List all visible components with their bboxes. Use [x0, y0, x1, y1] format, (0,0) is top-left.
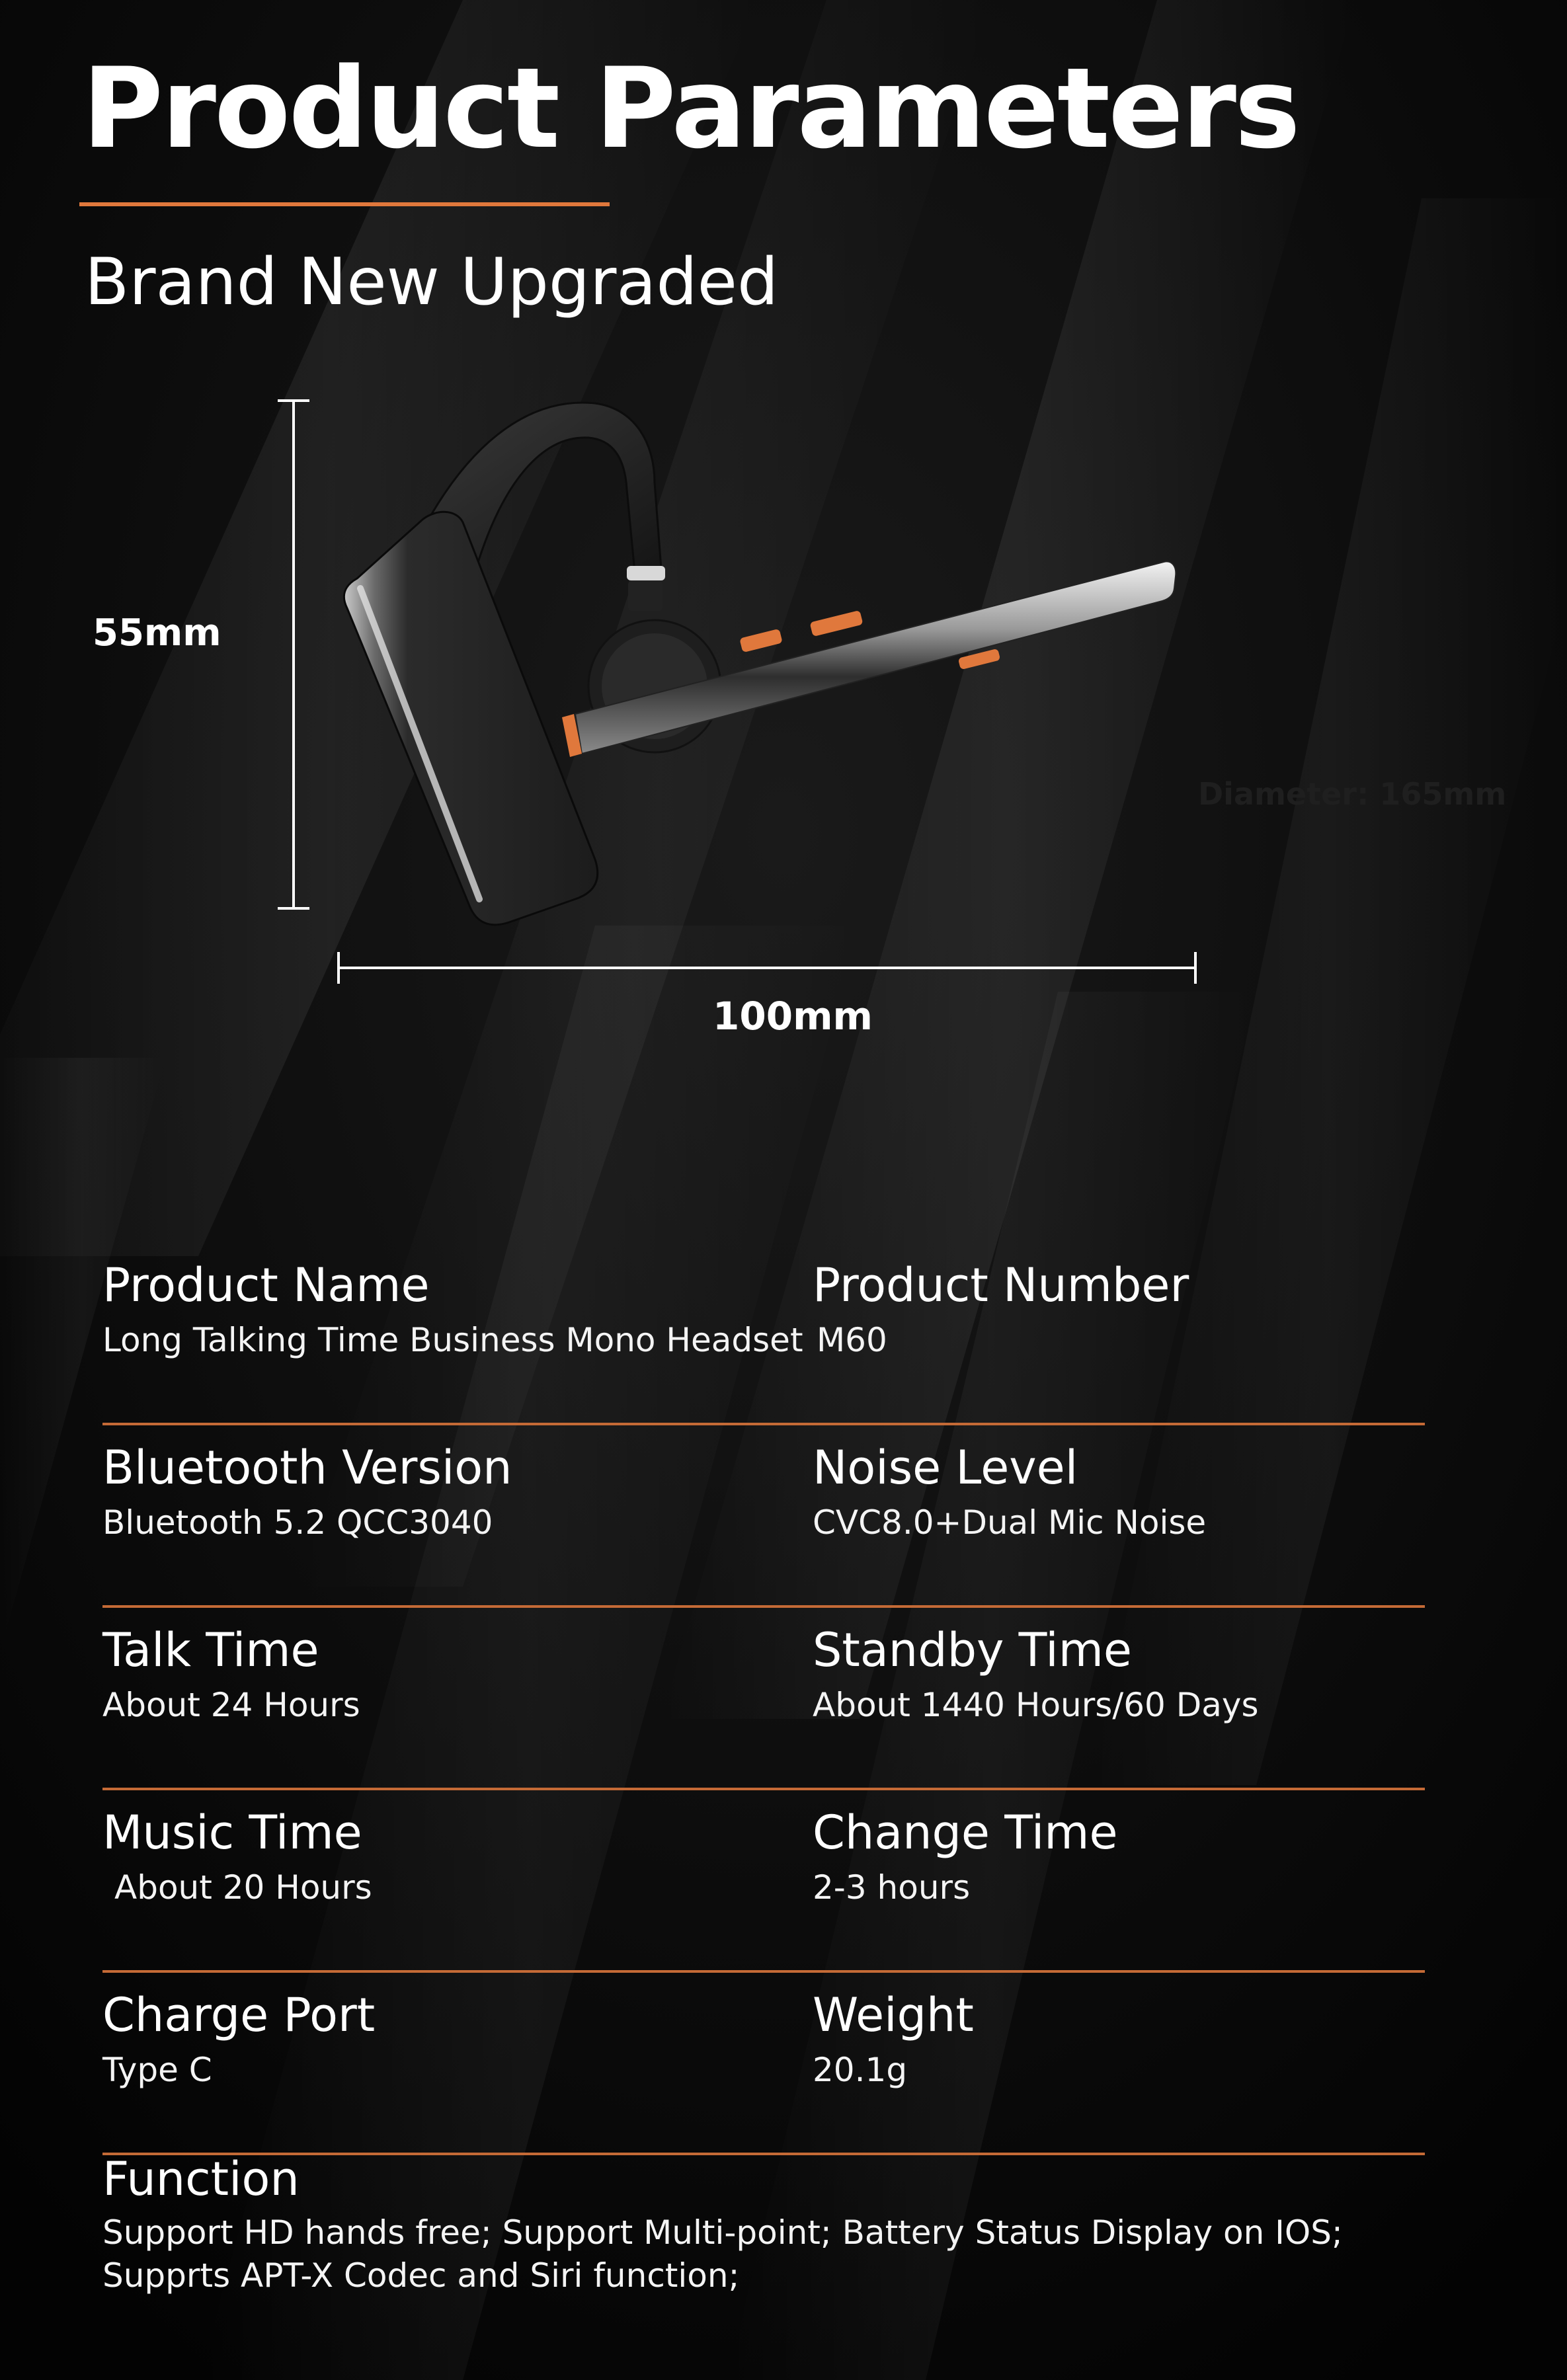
spec-music-time — [102, 1807, 803, 1907]
spec-bluetooth-version — [102, 1443, 803, 1542]
spec-function — [102, 2154, 1425, 2297]
spec-label: Music Time — [102, 1805, 362, 1860]
spec-label: Bluetooth Version — [102, 1441, 512, 1495]
spec-value: CVC8.0+Dual Mic Noise — [813, 1503, 1207, 1542]
spec-product-number — [813, 1260, 1408, 1360]
spec-row — [102, 1608, 1425, 1790]
spec-label: Standby Time — [813, 1623, 1132, 1677]
function-line-2: Supprts APT-X Codec and Siri function; — [102, 2256, 740, 2295]
spec-weight — [813, 1990, 1408, 2090]
spec-label: Weight — [813, 1988, 974, 2042]
spec-value: About 1440 Hours/60 Days — [813, 1686, 1259, 1724]
spec-row — [102, 1243, 1425, 1425]
height-dimension-label: 55mm — [93, 612, 221, 654]
spec-label: Product Number — [813, 1258, 1189, 1312]
spec-product-name — [102, 1260, 803, 1360]
function-button — [809, 610, 863, 637]
spec-label: Function — [102, 2152, 300, 2206]
page-subtitle: Brand New Upgraded — [85, 245, 779, 320]
spec-value: Bluetooth 5.2 QCC3040 — [102, 1503, 493, 1542]
spec-charge-port — [102, 1990, 803, 2090]
function-line-1: Support HD hands free; Support Multi-point; Battery Status Display on IOS; — [102, 2213, 1343, 2252]
volume-button — [739, 629, 782, 653]
spec-label: Talk Time — [102, 1623, 319, 1677]
spec-label: Product Name — [102, 1258, 430, 1312]
spec-label: Noise Level — [813, 1441, 1078, 1495]
spec-row — [102, 1425, 1425, 1608]
spec-value: 2-3 hours — [813, 1868, 971, 1907]
spec-value: About 24 Hours — [102, 1686, 360, 1724]
spec-row — [102, 1790, 1425, 1973]
title-underline — [79, 202, 610, 206]
hook-collar — [627, 566, 665, 580]
spec-label: Charge Port — [102, 1988, 376, 2042]
spec-change-time — [813, 1807, 1408, 1907]
spec-value: 20.1g — [813, 2051, 908, 2089]
bluetooth-headset-image — [0, 370, 1567, 1071]
spec-value: Type C — [102, 2051, 212, 2089]
diameter-label: Diameter: 165mm — [1198, 776, 1507, 812]
headset-body — [344, 512, 597, 925]
spec-value: Long Talking Time Business Mono Headset — [102, 1321, 803, 1359]
width-dimension-line — [339, 952, 1195, 984]
spec-label: Change Time — [813, 1805, 1118, 1860]
spec-row — [102, 1973, 1425, 2155]
height-dimension-line — [278, 401, 309, 908]
spec-talk-time — [102, 1625, 803, 1725]
width-dimension-label: 100mm — [713, 994, 873, 1039]
spec-value: M60 — [817, 1321, 887, 1359]
spec-value: About 20 Hours — [114, 1868, 372, 1907]
spec-noise-level — [813, 1443, 1408, 1542]
spec-table — [102, 1243, 1425, 2295]
spec-standby-time — [813, 1625, 1408, 1725]
page-title: Product Parameters — [82, 44, 1299, 173]
